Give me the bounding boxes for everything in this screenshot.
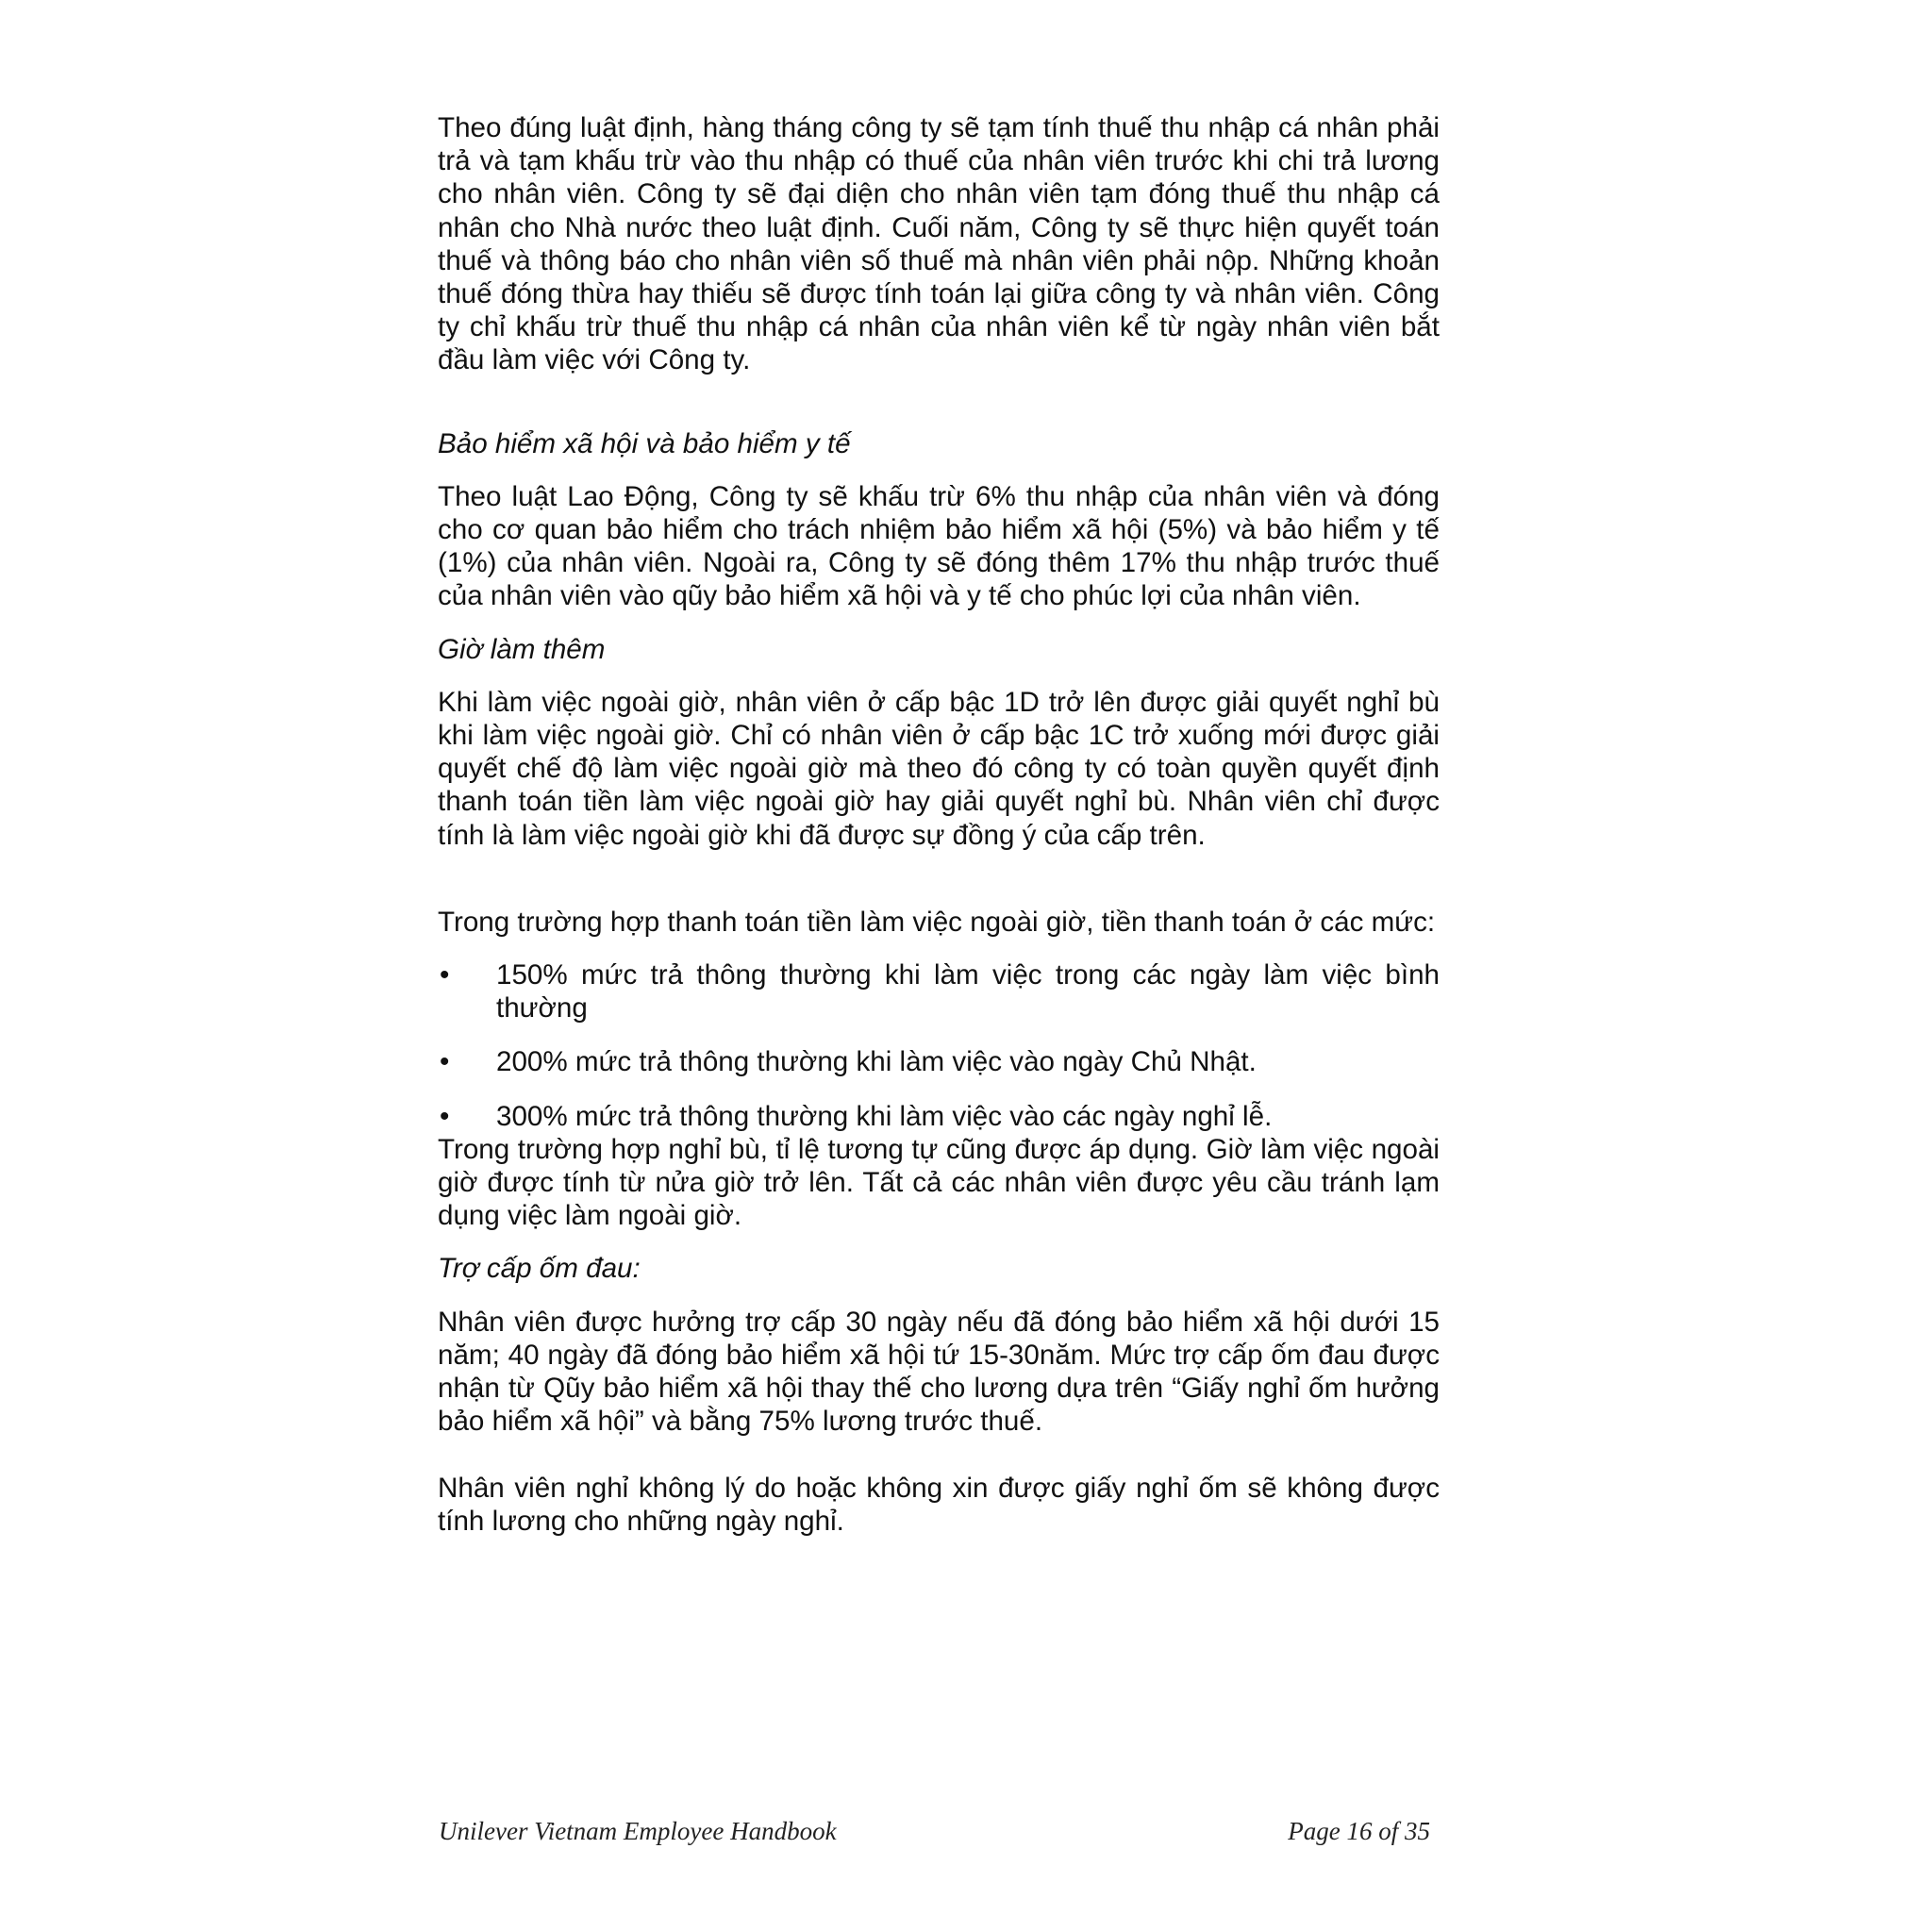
list-item-text: 300% mức trả thông thường khi làm việc vào các ngày nghỉ lễ. xyxy=(496,1100,1273,1132)
paragraph-sickness-allowance: Nhân viên được hưởng trợ cấp 30 ngày nếu đã đóng bảo hiểm xã hội dưới 15 năm; 40 ngày đã đóng bảo hiểm xã hội tứ 15-30năm. Mức trợ cấp ốm đau được nhận từ Qũy bảo hiểm xã hội thay thế cho lương dựa trên “Giấy nghỉ ốm hưởng bảo hiểm xã hội” và bằng 75% lương trước thuế. xyxy=(438,1306,1440,1438)
paragraph-insurance: Theo luật Lao Động, Công ty sẽ khấu trừ 6% thu nhập của nhân viên và đóng cho cơ quan bảo hiểm cho trách nhiệm bảo hiểm xã hội (5%) và bảo hiểm y tế (1%) của nhân viên. Ngoài ra, Công ty sẽ đóng thêm 17% thu nhập trước thuế của nhân viên vào qũy bảo hiểm xã hội và y tế cho phúc lợi của nhân viên. xyxy=(438,480,1440,612)
list-item xyxy=(438,1100,1440,1133)
heading-sickness-allowance: Trợ cấp ốm đau: xyxy=(438,1253,641,1285)
list-item-text: 200% mức trả thông thường khi làm việc vào ngày Chủ Nhật. xyxy=(496,1046,1257,1078)
bullet-icon: • xyxy=(440,1100,450,1132)
paragraph-income-tax: Theo đúng luật định, hàng tháng công ty sẽ tạm tính thuế thu nhập cá nhân phải trả và tạm khấu trừ vào thu nhập có thuế của nhân viên trước khi chi trả lương cho nhân viên. Công ty sẽ đại diện cho nhân viên tạm đóng thuế thu nhập cá nhân cho Nhà nước theo luật định. Cuối năm, Công ty sẽ thực hiện quyết toán thuế và thông báo cho nhân viên số thuế mà nhân viên phải nộp. Những khoản thuế đóng thừa hay thiếu sẽ được tính toán lại giữa công ty và nhân viên. Công ty chỉ khấu trừ thuế thu nhập cá nhân của nhân viên kể từ ngày nhân viên bắt đầu làm việc với Công ty. xyxy=(438,112,1440,376)
footer-document-title: Unilever Vietnam Employee Handbook xyxy=(439,1817,837,1845)
list-item-text: 150% mức trả thông thường khi làm việc trong các ngày làm việc bình thường xyxy=(496,959,1440,1024)
bullet-icon: • xyxy=(440,1046,450,1078)
document-page xyxy=(438,111,1440,1538)
heading-overtime: Giờ làm thêm xyxy=(438,633,606,665)
paragraph-overtime: Khi làm việc ngoài giờ, nhân viên ở cấp bậc 1D trở lên được giải quyết nghỉ bù khi làm việc ngoài giờ. Chỉ có nhân viên ở cấp bậc 1C trở xuống mới được giải quyết chế độ làm việc ngoài giờ mà theo đó công ty có toàn quyền quyết định thanh toán tiền làm việc ngoài giờ hay giải quyết nghỉ bù. Nhân viên chỉ được tính là làm việc ngoài giờ khi đã được sự đồng ý của cấp trên. xyxy=(438,686,1440,851)
heading-social-health-insurance: Bảo hiểm xã hội và bảo hiểm y tế xyxy=(438,427,851,459)
footer-page-number: Page 16 of 35 xyxy=(1288,1817,1430,1845)
list-item xyxy=(438,1045,1440,1078)
bullet-icon: • xyxy=(440,959,450,991)
list-item xyxy=(438,958,1440,1024)
paragraph-unpaid-leave: Nhân viên nghỉ không lý do hoặc không xin được giấy nghỉ ốm sẽ không được tính lương cho những ngày nghỉ. xyxy=(438,1472,1440,1537)
paragraph-compensatory-leave: Trong trường hợp nghỉ bù, tỉ lệ tương tự cũng được áp dụng. Giờ làm việc ngoài giờ được tính từ nửa giờ trở lên. Tất cả các nhân viên được yêu cầu tránh lạm dụng việc làm ngoài giờ. xyxy=(438,1133,1440,1232)
overtime-rate-list xyxy=(438,958,1440,1133)
paragraph-overtime-rates: Trong trường hợp thanh toán tiền làm việc ngoài giờ, tiền thanh toán ở các mức: xyxy=(438,906,1436,938)
